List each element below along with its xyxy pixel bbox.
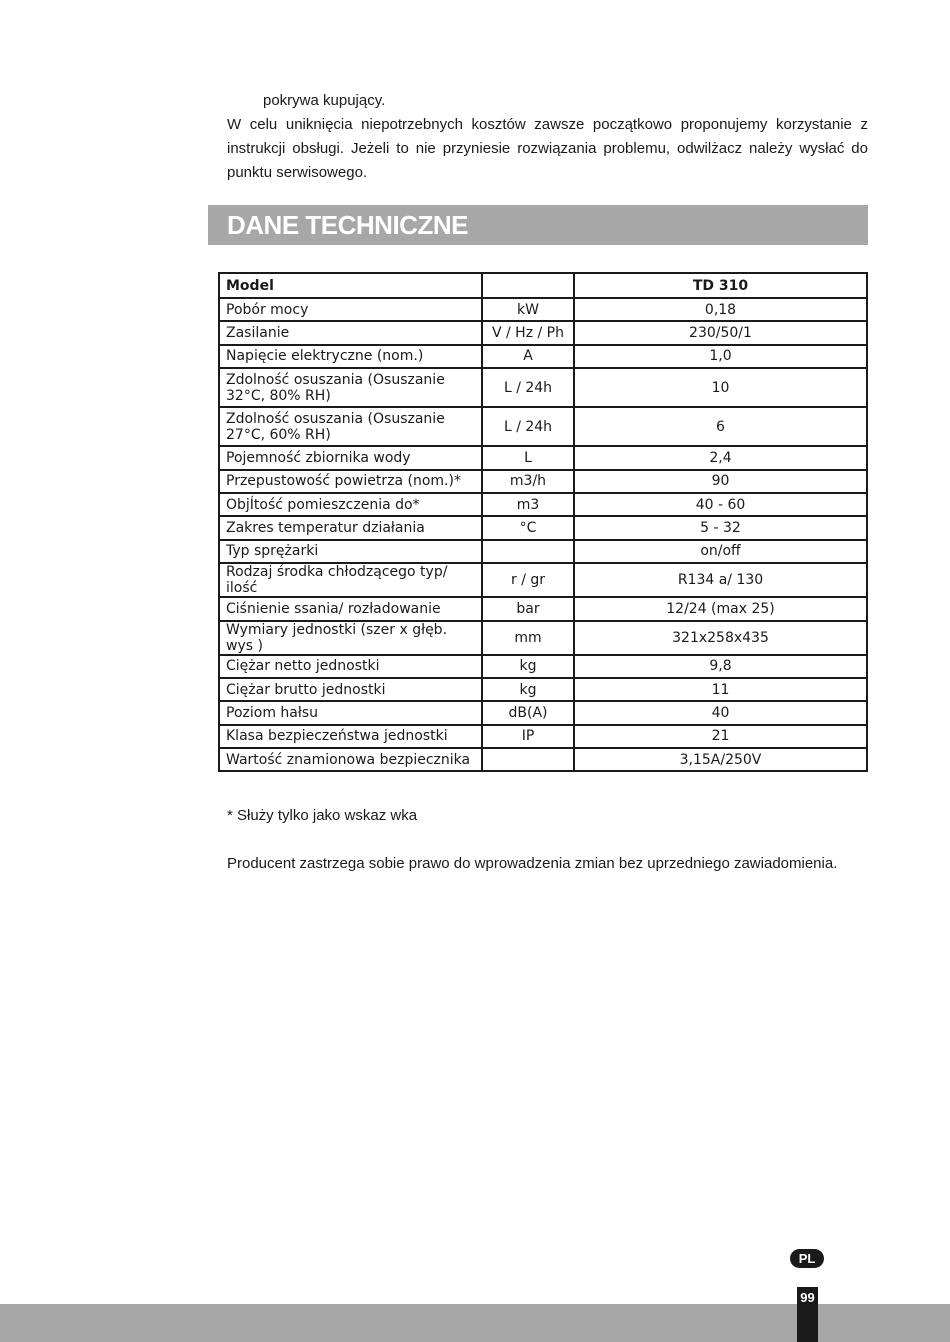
table-row	[219, 655, 867, 678]
row-label: Zdolność osuszania (Osuszanie 32°C, 80% RH)	[219, 368, 482, 407]
row-value: 9,8	[574, 655, 867, 678]
header-label: Model	[219, 273, 482, 298]
row-unit: bar	[482, 597, 574, 620]
row-label: Napięcie elektryczne (nom.)	[219, 345, 482, 368]
section-banner	[208, 205, 868, 245]
row-unit: °C	[482, 516, 574, 539]
row-value: 6	[574, 407, 867, 446]
row-label: Ciężar netto jednostki	[219, 655, 482, 678]
row-value: 90	[574, 470, 867, 493]
table-row	[219, 701, 867, 724]
intro-continuation: pokrywa kupujący.	[263, 92, 386, 109]
row-label: Ciśnienie ssania/ rozładowanie	[219, 597, 482, 620]
row-value: 2,4	[574, 446, 867, 469]
table-header-row	[219, 273, 867, 298]
table-row	[219, 563, 867, 597]
table-row	[219, 597, 867, 620]
row-value: 1,0	[574, 345, 867, 368]
row-unit: L / 24h	[482, 368, 574, 407]
table-row	[219, 725, 867, 748]
row-value: 0,18	[574, 298, 867, 321]
table-row	[219, 298, 867, 321]
table-row	[219, 678, 867, 701]
row-label: Pobór mocy	[219, 298, 482, 321]
row-unit: IP	[482, 725, 574, 748]
row-label: Typ sprężarki	[219, 540, 482, 563]
row-unit: kg	[482, 655, 574, 678]
row-unit: m3	[482, 493, 574, 516]
row-value: R134 a/ 130	[574, 563, 867, 597]
language-badge: PL	[790, 1249, 824, 1268]
table-row	[219, 345, 867, 368]
table-row	[219, 516, 867, 539]
row-label: Zakres temperatur działania	[219, 516, 482, 539]
row-unit: r / gr	[482, 563, 574, 597]
table-row	[219, 407, 867, 446]
spec-table	[218, 272, 868, 772]
row-value: 21	[574, 725, 867, 748]
row-value: 321x258x435	[574, 621, 867, 655]
row-label: Zasilanie	[219, 321, 482, 344]
table-row	[219, 748, 867, 771]
row-value: 10	[574, 368, 867, 407]
row-value: 11	[574, 678, 867, 701]
table-row	[219, 621, 867, 655]
row-unit: kW	[482, 298, 574, 321]
row-unit: L	[482, 446, 574, 469]
row-unit	[482, 540, 574, 563]
row-label: Przepustowość powietrza (nom.)*	[219, 470, 482, 493]
table-row	[219, 368, 867, 407]
intro-paragraph: W celu uniknięcia niepotrzebnych kosztów zawsze początkowo proponujemy korzystanie z instrukcji obsługi. Jeżeli to nie przyniesie rozwiązania problemu, odwilżacz należy wysłać do punktu serwisowego.	[227, 116, 868, 181]
row-label: Klasa bezpieczeństwa jednostki	[219, 725, 482, 748]
row-unit	[482, 748, 574, 771]
row-unit: kg	[482, 678, 574, 701]
footnote: * Służy tylko jako wskaz wka	[227, 807, 418, 824]
row-label: Wymiary jednostki (szer x głęb. wys )	[219, 621, 482, 655]
row-label: Poziom hałsu	[219, 701, 482, 724]
row-label: Rodzaj środka chłodzącego typ/ ilość	[219, 563, 482, 597]
row-value: on/off	[574, 540, 867, 563]
intro-text	[227, 89, 868, 185]
row-unit: A	[482, 345, 574, 368]
row-unit: L / 24h	[482, 407, 574, 446]
row-unit: dB(A)	[482, 701, 574, 724]
table-row	[219, 540, 867, 563]
disclaimer: Producent zastrzega sobie prawo do wprowadzenia zmian bez uprzedniego zawiadomienia.	[227, 855, 838, 872]
section-title: DANE TECHNICZNE	[227, 210, 468, 240]
page-number: 99	[800, 1290, 815, 1305]
row-value: 40	[574, 701, 867, 724]
row-value: 230/50/1	[574, 321, 867, 344]
row-unit: V / Hz / Ph	[482, 321, 574, 344]
page-number-box	[797, 1287, 818, 1342]
row-value: 5 - 32	[574, 516, 867, 539]
row-label: Ciężar brutto jednostki	[219, 678, 482, 701]
row-label: Wartość znamionowa bezpiecznika	[219, 748, 482, 771]
row-unit: m3/h	[482, 470, 574, 493]
table-row	[219, 321, 867, 344]
header-unit	[482, 273, 574, 298]
row-label: Zdolność osuszania (Osuszanie 27°C, 60% RH)	[219, 407, 482, 446]
table-row	[219, 493, 867, 516]
table-row	[219, 446, 867, 469]
row-label: ObjÍtość pomieszczenia do*	[219, 493, 482, 516]
row-value: 3,15A/250V	[574, 748, 867, 771]
header-value: TD 310	[574, 273, 867, 298]
table-row	[219, 470, 867, 493]
row-unit: mm	[482, 621, 574, 655]
row-value: 40 - 60	[574, 493, 867, 516]
row-value: 12/24 (max 25)	[574, 597, 867, 620]
row-label: Pojemność zbiornika wody	[219, 446, 482, 469]
